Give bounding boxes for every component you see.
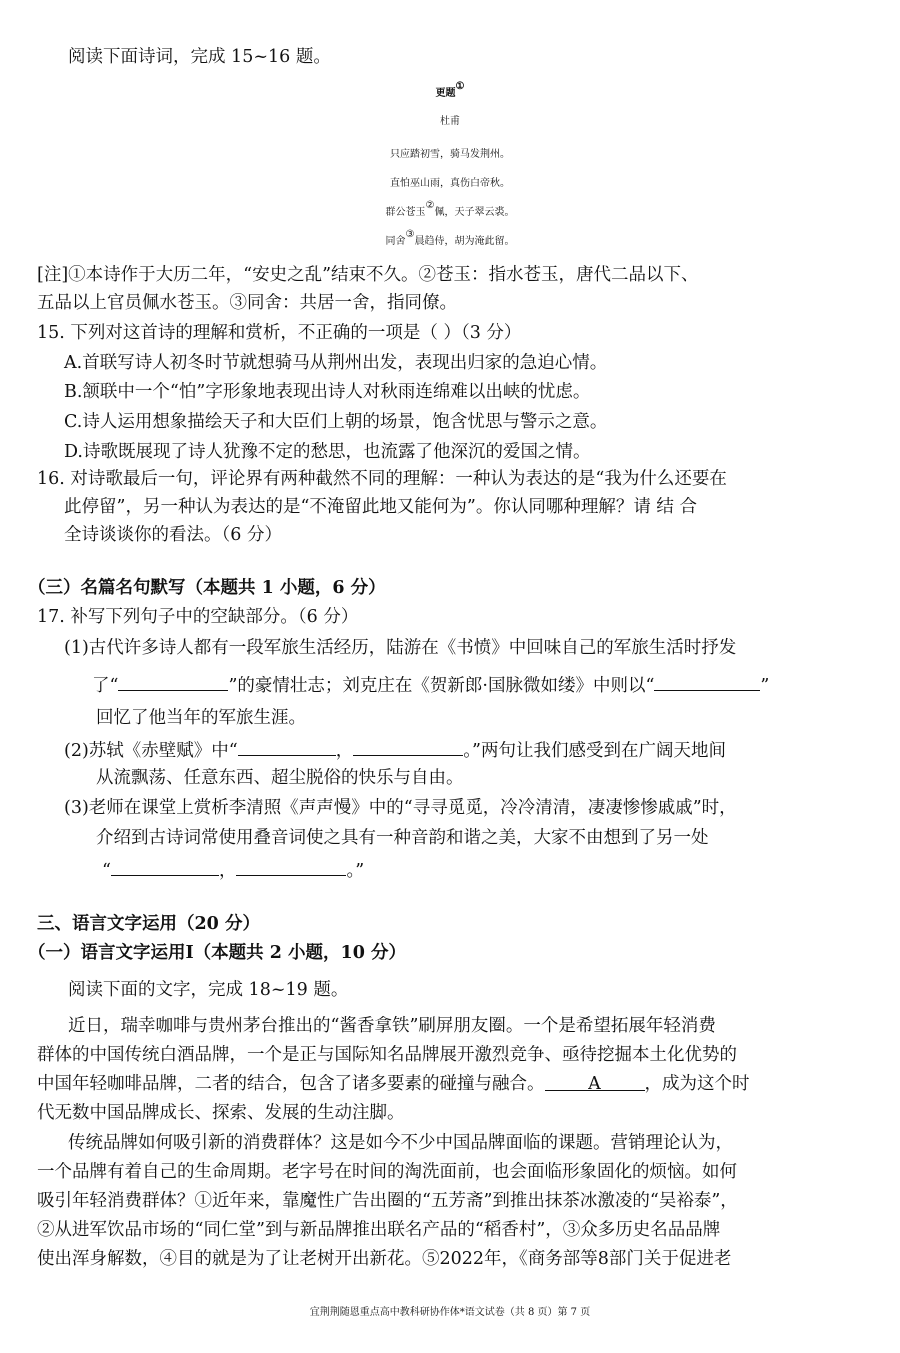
passage-line: 近日，瑞幸咖啡与贵州茅台推出的“酱香拿铁”刷屏朋友圈。一个是希望拓展年轻消费 [68, 1016, 716, 1036]
passage-line: 一个品牌有着自己的生命周期。老字号在时间的淘洗面前，也会面临形象固化的烦恼。如何 [37, 1162, 737, 1182]
answer-blank[interactable] [111, 857, 219, 876]
question-17-stem: 17. 补写下列句子中的空缺部分。（6 分） [37, 607, 359, 627]
question-16-text: 此停留”，另一种认为表达的是“不淹留此地又能何为”。你认同哪种理解？请 结 合 [64, 497, 697, 517]
answer-blank[interactable] [236, 857, 346, 876]
question-16-text: 16. 对诗歌最后一句，评论界有两种截然不同的理解：一种认为表达的是“我为什么还要在 [37, 469, 727, 489]
question-17-item: (3)老师在课堂上赏析李清照《声声慢》中的“寻寻觅觅，冷冷清清，凄凄惨惨戚戚”时， [64, 798, 737, 818]
question-17-item: 了“ ”的豪情壮志；刘克庄在《贺新郎·国脉微如缕》中则以“ ” [92, 672, 769, 698]
question-16-text: 全诗谈谈你的看法。（6 分） [64, 525, 282, 545]
answer-blank[interactable] [353, 737, 463, 756]
question-15-option: D.诗歌既展现了诗人犹豫不定的愁思，也流露了他深沉的爱国之情。 [64, 442, 591, 462]
passage-line: 代无数中国品牌成长、探索、发展的生动注脚。 [37, 1103, 405, 1123]
note-marker: ② [425, 200, 435, 211]
poem-author: 杜甫 [440, 116, 460, 127]
question-15-option: C.诗人运用想象描绘天子和大臣们上朝的场景，饱含忧思与警示之意。 [64, 412, 608, 432]
page-footer: 宜荆荆随恩重点高中教科研协作体*语文试卷（共 8 页）第 7 页 [309, 1307, 591, 1318]
poem-line: 直怕巫山雨，真伤白帝秋。 [390, 178, 510, 189]
question-17-item: (2)苏轼《赤壁赋》中“ ， 。”两句让我们感受到在广阔天地间 [64, 737, 726, 763]
poem-note: 五品以上官员佩水苍玉。③同舍：共居一舍，指同僚。 [37, 293, 457, 313]
passage-line: 群体的中国传统白酒品牌，一个是正与国际知名品牌展开激烈竞争、亟待挖掘本土化优势的 [37, 1045, 737, 1065]
question-17-item: 回忆了他当年的军旅生涯。 [96, 708, 306, 728]
reading-intro: 阅读下面的文字，完成 18~19 题。 [68, 980, 349, 1000]
passage-line: 吸引年轻消费群体？①近年来，靠魔性广告出圈的“五芳斋”到推出抹茶冰激凌的“吴裕泰”， [37, 1191, 738, 1211]
question-15-option: B.颔联中一个“怕”字形象地表现出诗人对秋雨连绵难以出峡的忧虑。 [64, 382, 591, 402]
passage-line: ②从进军饮品市场的“同仁堂”到与新品牌推出联名产品的“稻香村”，③众多历史名品品牌 [37, 1220, 721, 1240]
poem-note: [注]①本诗作于大历二年，“安史之乱”结束不久。②苍玉：指水苍玉，唐代二品以下、 [37, 265, 699, 285]
note-marker: ① [455, 81, 465, 92]
poem-title: 更题① [435, 81, 465, 99]
poem-intro: 阅读下面诗词，完成 15~16 题。 [68, 47, 331, 67]
poem-line: 同舍③晨趋侍，胡为淹此留。 [385, 229, 515, 247]
question-17-item: 介绍到古诗词常使用叠音词使之具有一种音韵和谐之美，大家不由想到了另一处 [96, 828, 709, 848]
answer-blank[interactable] [654, 672, 760, 691]
answer-blank[interactable] [238, 737, 336, 756]
question-15-stem: 15. 下列对这首诗的理解和赏析，不正确的一项是（ ）（3 分） [37, 323, 522, 343]
passage-line: 中国年轻咖啡品牌，二者的结合，包含了诸多要素的碰撞与融合。 A ，成为这个时 [37, 1074, 750, 1094]
question-17-item: 从流飘荡、任意东西、超尘脱俗的快乐与自由。 [96, 768, 464, 788]
answer-blank-a[interactable]: A [545, 1072, 645, 1091]
question-17-item: “ ， 。” [102, 857, 364, 883]
section-heading: （一）语言文字运用Ⅰ（本题共 2 小题，10 分） [28, 943, 406, 963]
note-marker: ③ [405, 229, 415, 240]
poem-line: 群公苍玉②佩，天子翠云裘。 [385, 200, 515, 218]
answer-blank[interactable] [118, 672, 228, 691]
passage-line: 传统品牌如何吸引新的消费群体？这是如今不少中国品牌面临的课题。营销理论认为， [68, 1133, 733, 1153]
passage-line: 使出浑身解数，④目的就是为了让老树开出新花。⑤2022年，《商务部等8部门关于促进老 [37, 1249, 732, 1269]
question-17-item: (1)古代许多诗人都有一段军旅生活经历，陆游在《书愤》中回味自己的军旅生活时抒发 [64, 638, 737, 658]
section-heading: 三、语言文字运用（20 分） [37, 914, 260, 934]
question-15-option: A.首联写诗人初冬时节就想骑马从荆州出发，表现出归家的急迫心情。 [64, 353, 608, 373]
poem-line: 只应踏初雪，骑马发荆州。 [390, 149, 510, 160]
section-heading: （三）名篇名句默写（本题共 1 小题，6 分） [28, 578, 386, 598]
